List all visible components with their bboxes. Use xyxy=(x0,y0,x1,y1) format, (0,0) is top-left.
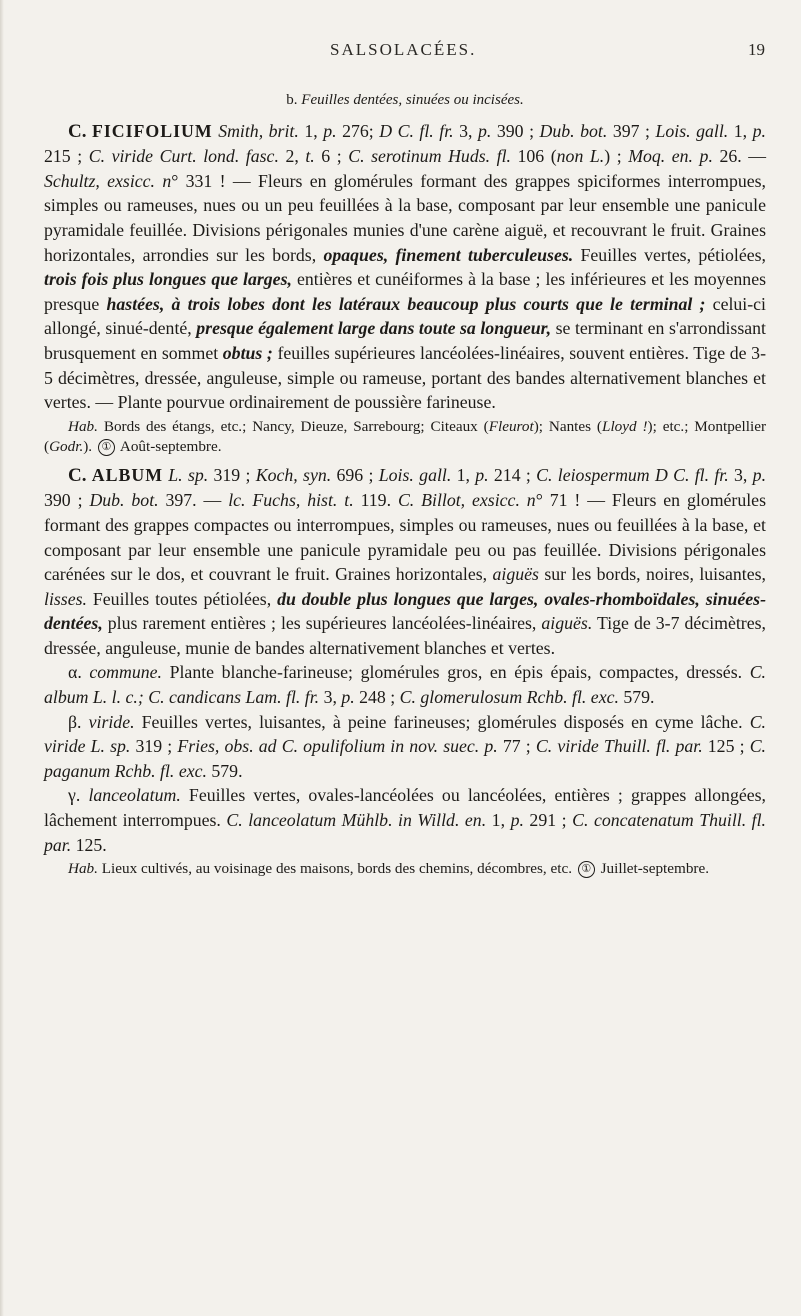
text-run: Lieux cultivés, au voisinage des maisons, bords des chemins, décombres, etc. xyxy=(97,860,576,878)
section-label: b. xyxy=(286,92,298,108)
text-run: C. concatenatum Thuill. fl. par. xyxy=(44,810,767,855)
text-run: ); Nantes ( xyxy=(533,417,602,435)
text-run: 3, xyxy=(319,687,342,708)
text-run: p. xyxy=(752,120,766,141)
section-heading xyxy=(44,88,766,113)
text-run: 215 ; xyxy=(44,146,89,167)
text-run: Juillet-septembre. xyxy=(596,860,710,878)
text-run: γ. xyxy=(68,785,89,806)
text-run: 579. xyxy=(206,760,243,781)
text-run: t. xyxy=(305,146,315,167)
text-run: Feuilles vertes, ovales-lancéolées ou lancéolées, entières ; grappes allongées, lâchement interrompues. xyxy=(44,785,766,831)
text-run: 248 ; xyxy=(354,687,400,708)
text-run: 1, xyxy=(451,464,476,485)
text-run: 276; xyxy=(336,120,380,141)
running-title: SALSOLACÉES. xyxy=(330,40,477,59)
genus-abbrev: C. xyxy=(68,464,87,486)
text-run: 319 ; xyxy=(208,464,256,485)
genus-abbrev: C. xyxy=(68,120,87,142)
text-run: Tige de 3-7 décimètres, dressée, anguleuse, munie de bandes alternativement blanches et vertes. xyxy=(44,613,766,658)
text-run: 2, xyxy=(278,146,306,167)
text-run: 1, xyxy=(486,810,511,831)
text-run: ° 331 ! — Fleurs en glomérules formant des grappes spiciformes interrompues, simples ou rameuses, nues ou un peu feuillées à la base, composant par leur ensemble une panicule pyramidale feuillée. Divisions périgonales munies d'une carène aiguë, et recouvrant le fruit. Graines horizontales, arrondies sur les bords, xyxy=(44,170,766,265)
species-entry-ficifolium xyxy=(44,119,766,415)
text-run: 1, xyxy=(728,120,753,141)
text-run: 3, xyxy=(728,464,753,485)
annual-symbol: ① xyxy=(578,861,595,878)
text-run: Août-septembre. xyxy=(116,437,222,455)
text-run: 1, xyxy=(298,120,324,141)
text-body xyxy=(44,88,766,879)
text-run: ° 71 ! — Fleurs en glomérules formant des grappes compactes ou interrompues, simples ou rameuses, nues ou feuillées à la base, et composant par leur ensemble une panicule pyramidale peu ou pas feuillée. Divisions périgonales carénées sur le dos, et couvrant le fruit. Graines horizontales, xyxy=(44,490,766,585)
text-run: C. album L. l. c.; C. candicans Lam. fl. fr. xyxy=(44,662,766,708)
text-run: Godr. xyxy=(49,437,84,455)
text-run: Lloyd ! xyxy=(602,417,648,435)
text-run: Koch, syn. xyxy=(255,464,332,485)
text-run: 3, xyxy=(453,120,478,141)
text-run: Fries, obs. ad C. opulifolium in nov. suec. p. xyxy=(177,736,498,757)
page-number: 19 xyxy=(748,40,765,59)
text-run: 319 ; xyxy=(130,736,178,757)
habitat-note xyxy=(44,859,766,879)
text-run: 125 ; xyxy=(702,736,750,757)
text-run: Lois. gall. xyxy=(655,120,729,141)
text-run: feuilles supérieures lancéolées-linéaires, souvent entières. Tige de 3-5 décimètres, dressée, anguleuse, simple ou rameuse, portant des bandes alternativement blanches et vertes. — Plante pourvue ordinairement de poussière farineuse. xyxy=(44,342,766,413)
text-run: Smith, brit. xyxy=(218,120,299,141)
text-run: se terminant en s'arrondissant brusquement en sommet xyxy=(44,318,766,363)
text-run: 397 ; xyxy=(607,120,656,141)
text-run: Dub. bot. xyxy=(539,120,608,141)
annual-symbol: ① xyxy=(98,439,115,456)
text-run: C. viride L. sp. xyxy=(44,711,766,757)
text-run: Fleurot xyxy=(488,417,534,435)
text-run: entières et cunéiformes à la base ; les inférieures et les moyennes presque xyxy=(44,269,767,314)
text-run: Feuilles toutes pétiolées, xyxy=(86,588,278,609)
entry-text xyxy=(44,465,766,658)
text-run: du double plus longues que larges, ovales-rhomboïdales, sinuées-dentées, xyxy=(44,588,766,634)
text-run: β. xyxy=(68,711,89,732)
text-run: 119. xyxy=(353,490,398,511)
text-run: 696 ; xyxy=(331,464,379,485)
text-run: C. serotinum Huds. fl. xyxy=(348,146,511,167)
variety-beta xyxy=(44,710,766,784)
text-run: aiguës. xyxy=(541,613,593,634)
text-run: 390 ; xyxy=(491,120,540,141)
text-run: C. lanceolatum Mühlb. in Willd. en. xyxy=(226,810,487,831)
text-run: plus rarement entières ; les supérieures lancéolées-linéaires, xyxy=(102,613,542,634)
text-run: Moq. en. p. xyxy=(628,146,713,167)
species-name: ALBUM xyxy=(91,464,163,485)
text-run: hastées, à trois lobes dont les latéraux beaucoup plus courts que le terminal ; xyxy=(106,293,706,314)
entry-text xyxy=(44,121,766,413)
text-run: Feuilles vertes, pétiolées, xyxy=(573,244,766,265)
text-run: C. glomerulosum Rchb. fl. exc. xyxy=(399,687,619,708)
text-run: Lois. gall. xyxy=(378,464,452,485)
species-entry-album xyxy=(44,463,766,661)
text-run: α. xyxy=(68,662,90,683)
species-name: FICIFOLIUM xyxy=(92,120,213,141)
text-run: lc. Fuchs, hist. t. xyxy=(228,490,354,511)
text-run: lisses. xyxy=(44,588,87,609)
text-run: Feuilles vertes, luisantes, à peine farineuses; glomérules disposés en cyme lâche. xyxy=(134,711,750,732)
text-run: celui-ci allongé, sinué-denté, xyxy=(44,293,766,339)
text-run: C. viride Thuill. fl. par. xyxy=(535,736,703,757)
text-run: obtus ; xyxy=(222,342,273,363)
text-run: C. leiospermum D C. fl. fr. xyxy=(536,464,729,485)
running-head xyxy=(0,40,801,64)
text-run: commune. xyxy=(89,662,162,683)
text-run: 397. — xyxy=(158,490,229,511)
text-run: presque également large dans toute sa longueur, xyxy=(196,318,552,339)
text-run: Schultz, exsicc. n xyxy=(44,170,172,191)
text-run: 77 ; xyxy=(497,736,536,757)
text-run: Hab. xyxy=(68,860,98,878)
text-run: 125. xyxy=(71,834,107,855)
text-run: C. paganum Rchb. fl. exc. xyxy=(44,736,766,781)
text-run: D C. fl. fr. xyxy=(379,120,454,141)
text-run: p. xyxy=(752,464,767,485)
text-run: Bords des étangs, etc.; Nancy, Dieuze, Sarrebourg; Citeaux ( xyxy=(97,417,489,435)
text-run: 26. — xyxy=(712,146,766,167)
text-run: 214 ; xyxy=(488,464,537,485)
text-run: p. xyxy=(478,120,492,141)
text-run: Dub. bot. xyxy=(89,490,159,511)
text-run: Plante blanche-farineuse; glomérules gros, en épis épais, compactes, dressés. xyxy=(161,662,750,683)
variety-gamma xyxy=(44,783,766,857)
text-run: C. Billot, exsicc. n xyxy=(397,490,536,511)
page-binding-edge xyxy=(0,0,4,1316)
text-run: 6 ; xyxy=(314,146,349,167)
text-run: trois fois plus longues que larges, xyxy=(44,269,292,290)
text-run: ); etc.; Montpellier ( xyxy=(44,417,767,455)
text-run: ) ; xyxy=(604,146,629,167)
text-run: p. xyxy=(475,464,489,485)
text-run: 579. xyxy=(618,687,655,708)
text-run: non L. xyxy=(556,146,605,167)
variety-alpha xyxy=(44,660,766,709)
text-run: p. xyxy=(510,810,524,831)
habitat-note xyxy=(44,417,766,457)
section-text: Feuilles dentées, sinuées ou incisées. xyxy=(301,92,524,108)
text-run: C. viride Curt. lond. fasc. xyxy=(88,146,279,167)
text-run: p. xyxy=(341,687,355,708)
text-run: lanceolatum. xyxy=(88,785,181,806)
text-run: 106 ( xyxy=(510,146,557,167)
text-run: ). xyxy=(83,437,96,455)
text-run: 291 ; xyxy=(523,810,573,831)
text-run: 390 ; xyxy=(44,490,90,511)
text-run: Hab. xyxy=(68,417,98,435)
text-run: sur les bords, noires, luisantes, xyxy=(538,564,766,585)
text-run: p. xyxy=(323,120,337,141)
text-run: viride. xyxy=(88,711,135,732)
text-run: opaques, finement tuberculeuses. xyxy=(323,244,574,265)
text-run: aiguës xyxy=(492,564,539,585)
text-run: L. sp. xyxy=(168,464,209,485)
